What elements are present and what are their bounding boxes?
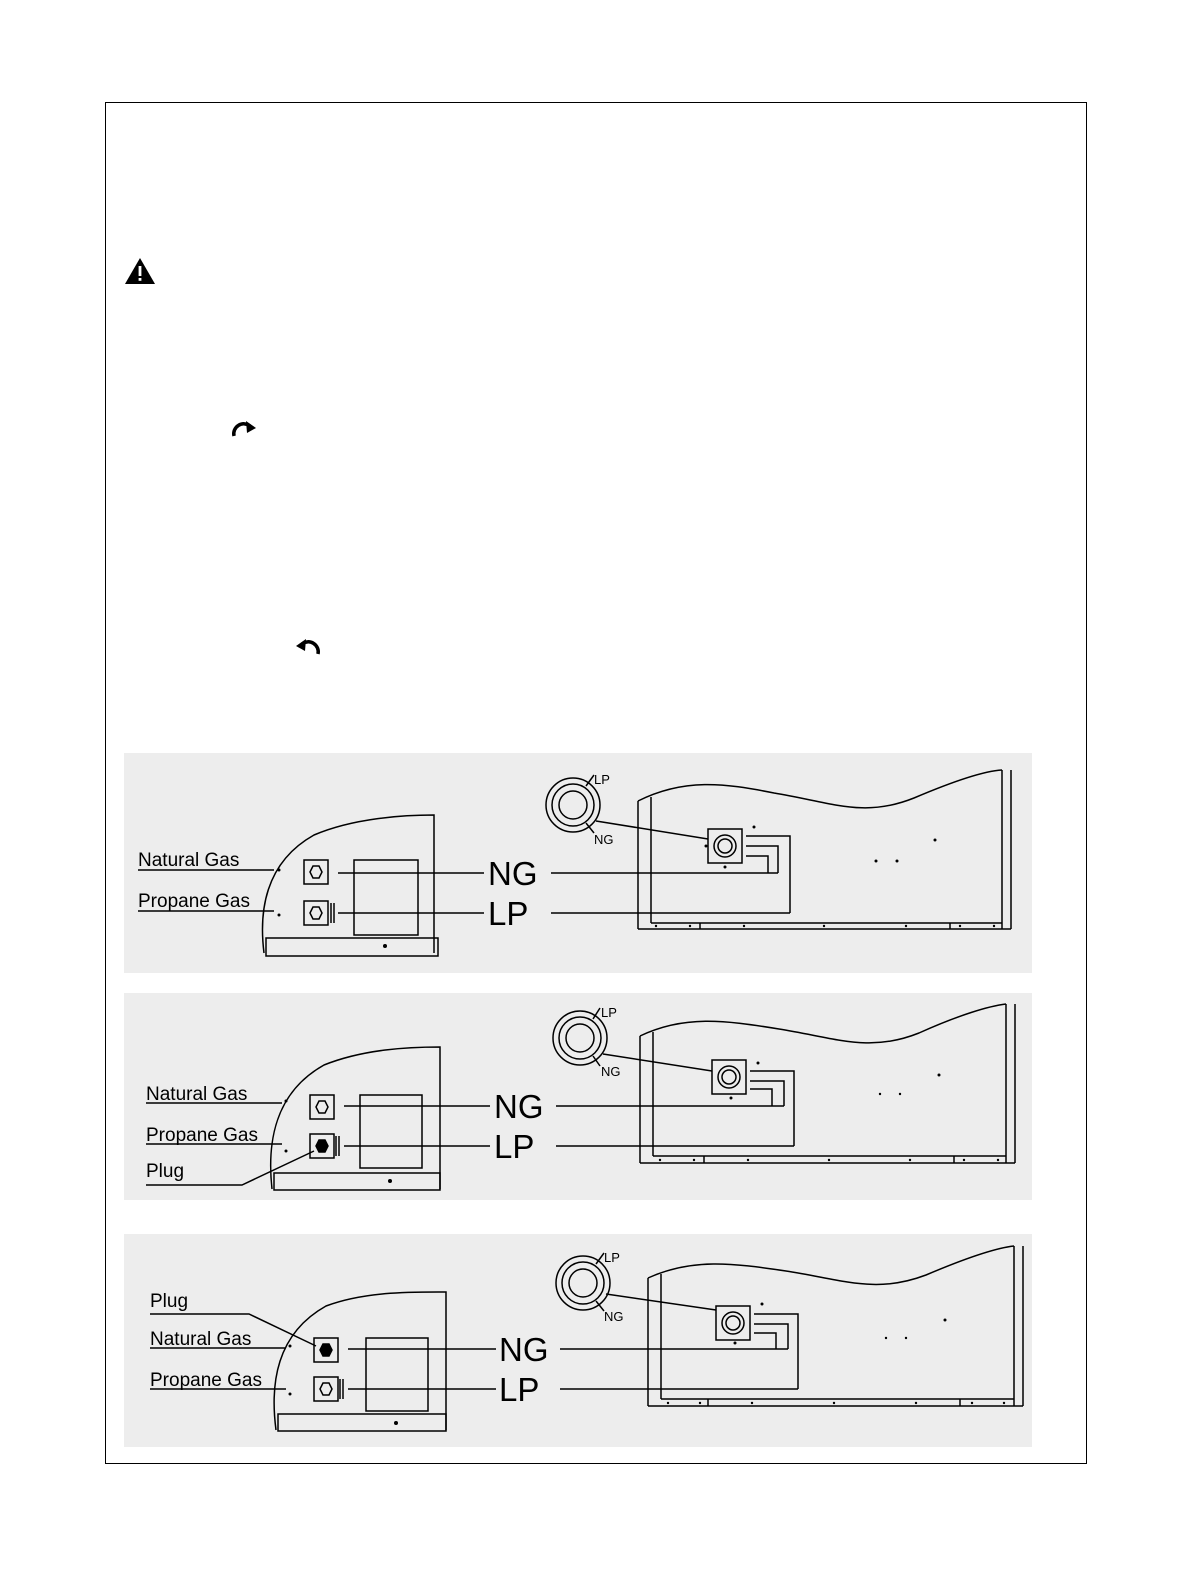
dial-lp-label: LP: [604, 1250, 620, 1265]
propane-gas-label: Propane Gas: [150, 1370, 262, 1391]
dial-ng-label: NG: [594, 832, 614, 847]
propane-gas-label: Propane Gas: [138, 891, 250, 912]
diagram-panel-2: [124, 993, 1032, 1200]
lp-callout: LP: [494, 1128, 535, 1165]
ng-callout: NG: [499, 1331, 549, 1368]
warning-triangle-icon: [124, 257, 156, 285]
plug-label: Plug: [146, 1161, 185, 1182]
dial-ng-label: NG: [604, 1309, 624, 1324]
ng-callout: NG: [494, 1088, 544, 1125]
counterclockwise-arrow-icon: [294, 636, 322, 658]
propane-gas-label: Propane Gas: [146, 1125, 258, 1146]
clockwise-arrow-icon: [230, 418, 258, 440]
natural-gas-label: Natural Gas: [146, 1084, 248, 1105]
natural-gas-label: Natural Gas: [150, 1329, 252, 1350]
lp-callout: LP: [488, 895, 529, 932]
diagram-panel-1: [124, 753, 1032, 973]
diagram-panel-3: [124, 1234, 1032, 1447]
lp-callout: LP: [499, 1371, 540, 1408]
plug-label: Plug: [150, 1291, 189, 1312]
dial-lp-label: LP: [594, 772, 610, 787]
dial-ng-label: NG: [601, 1064, 621, 1079]
ng-callout: NG: [488, 855, 538, 892]
natural-gas-label: Natural Gas: [138, 850, 240, 871]
dial-lp-label: LP: [601, 1005, 617, 1020]
